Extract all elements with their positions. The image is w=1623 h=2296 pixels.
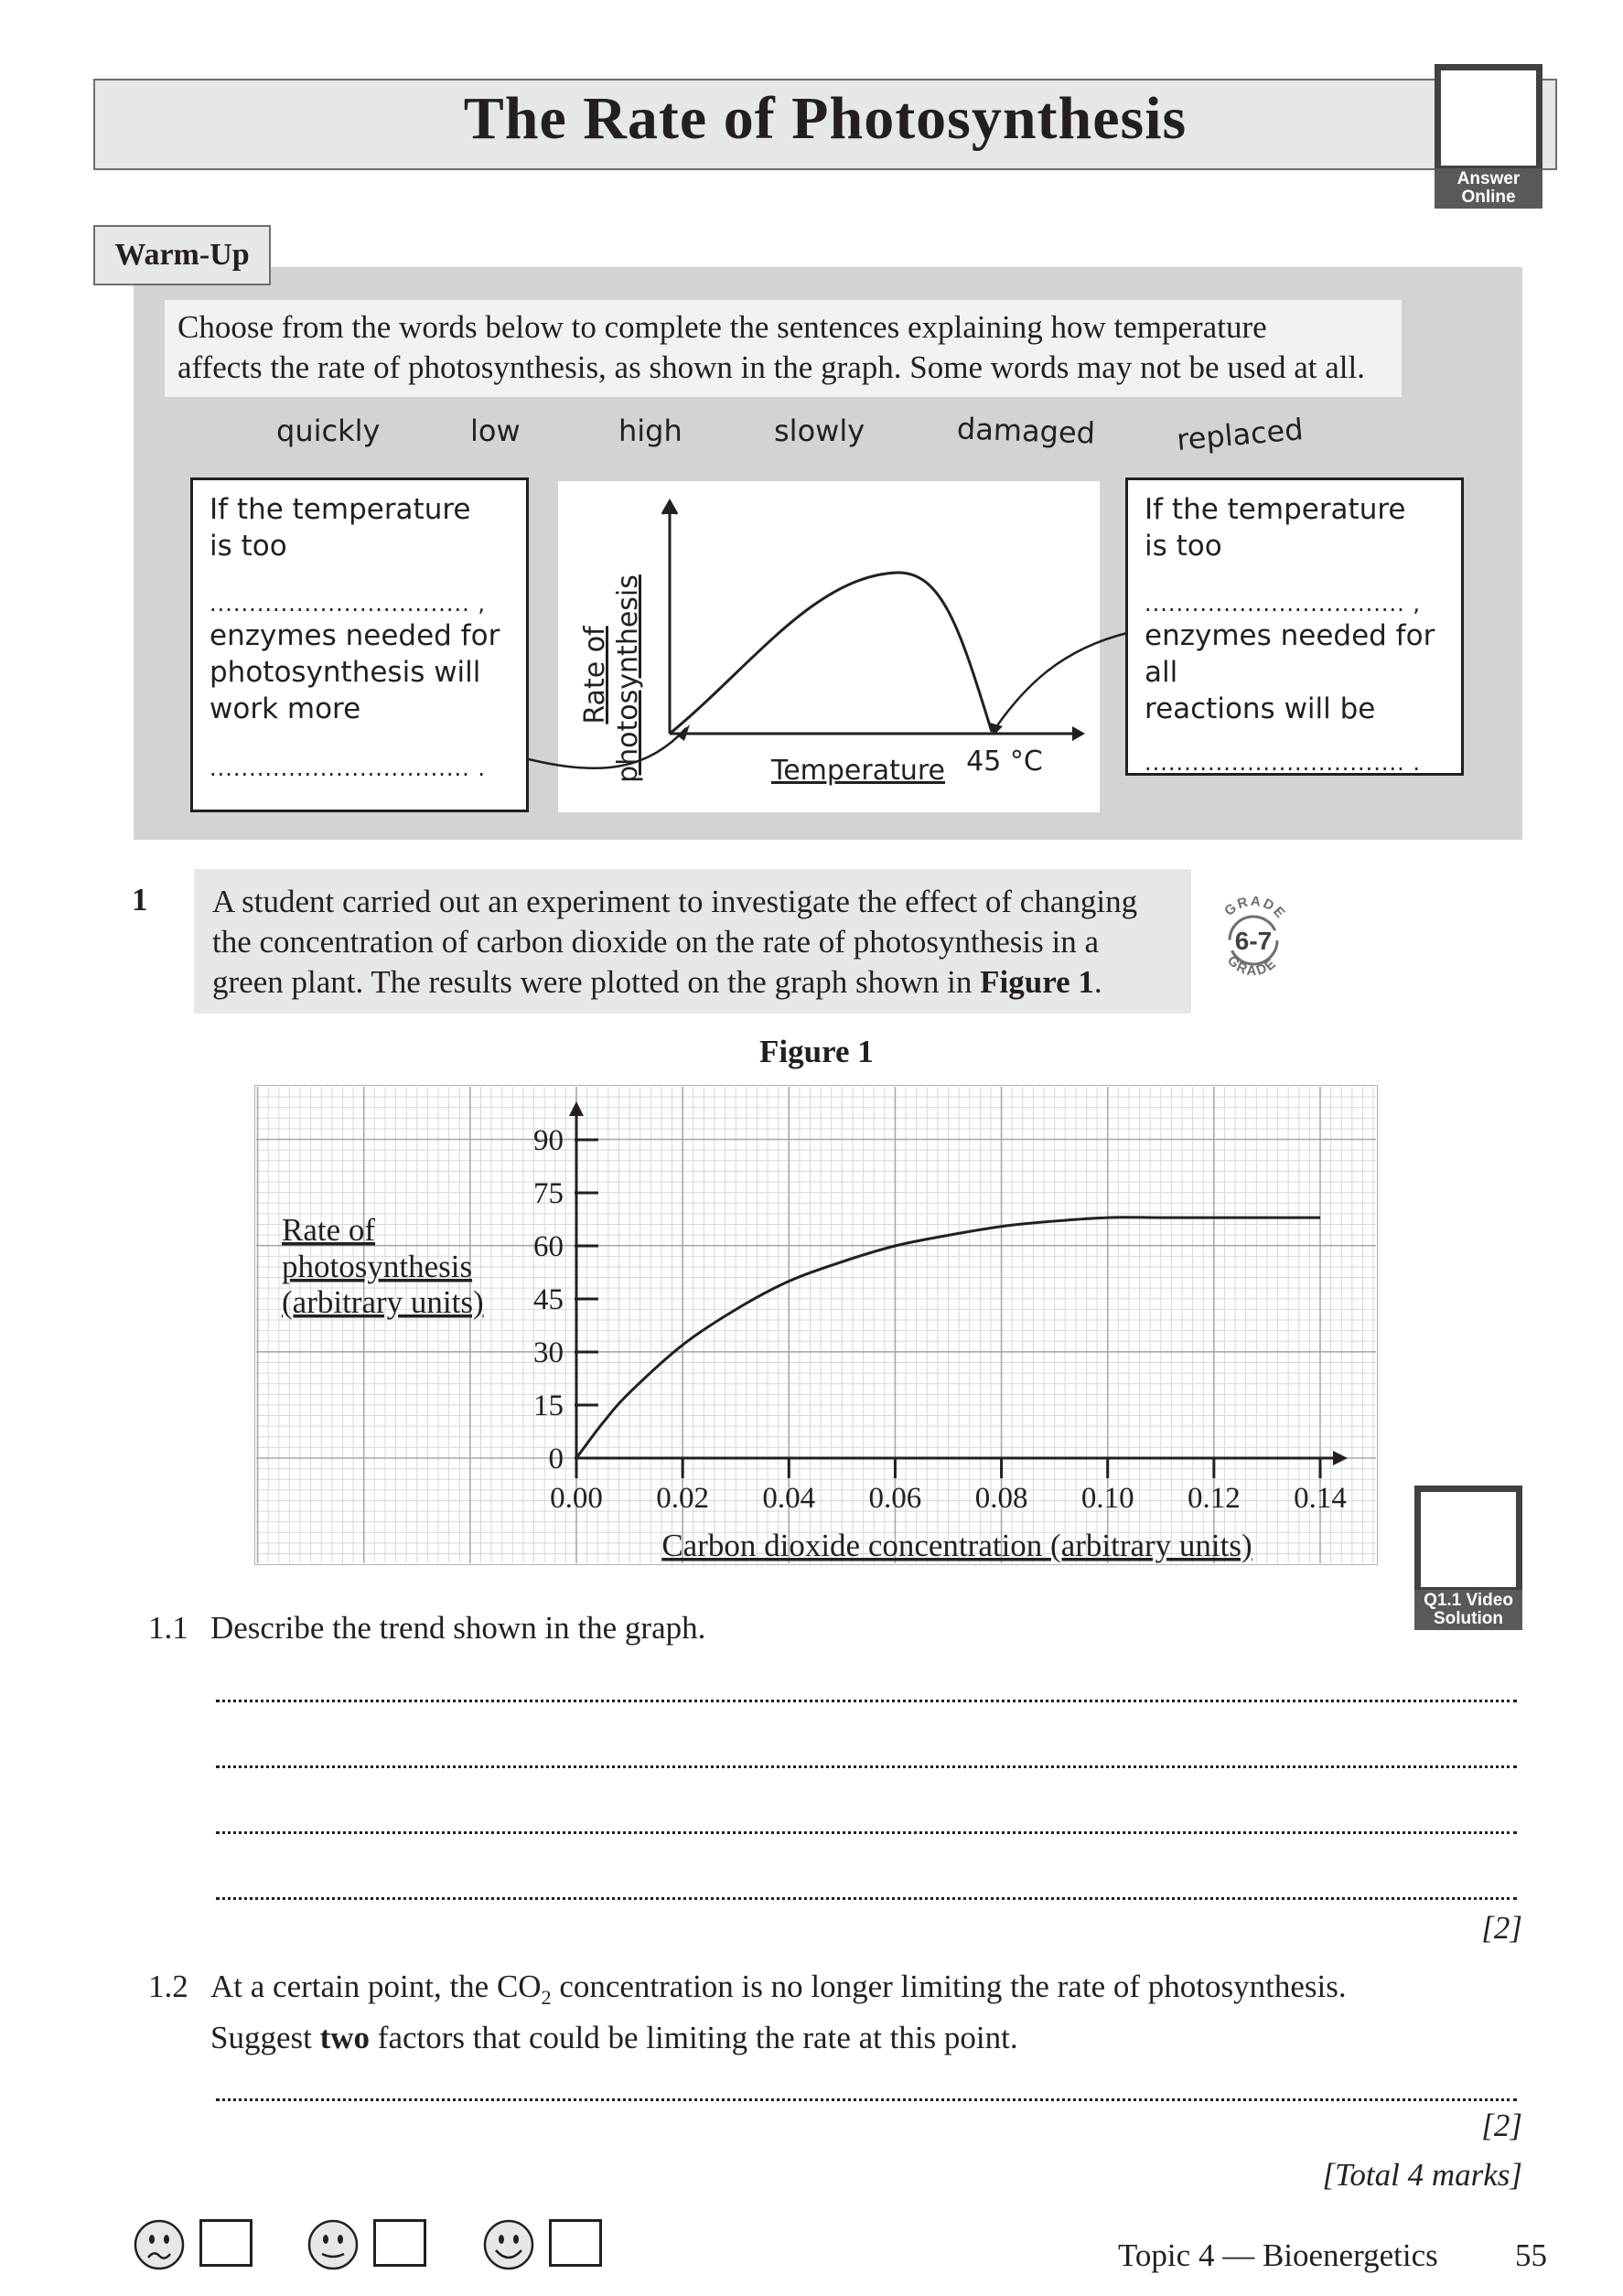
q1-2-line2c: factors that could be limiting the rate at this point.	[370, 2020, 1018, 2055]
left-card-blank2[interactable]: ................................. .	[210, 756, 487, 781]
q1-intro-line3c: .	[1093, 964, 1102, 1000]
video-solution-line2: Solution	[1434, 1609, 1503, 1628]
instruction-line-1: Choose from the words below to complete the sentences explaining how temperature	[177, 309, 1267, 345]
q1-1-answer-line-2[interactable]	[216, 1765, 1517, 1768]
q1-intro-line3	[212, 962, 1173, 1003]
q1-intro-line2: the concentration of carbon dioxide on the rate of photosynthesis in a	[212, 924, 1100, 960]
q1-2-text	[210, 1967, 1510, 2058]
y-tick-label: 60	[533, 1230, 564, 1263]
sketch-peak-label: 45 °C	[966, 746, 1043, 778]
word-option-replaced: replaced	[1175, 412, 1305, 457]
q1-2-line2	[210, 2018, 1510, 2058]
word-option-high: high	[618, 413, 683, 448]
grade-word-bottom: GRADE	[1223, 952, 1281, 980]
answer-online-line2: Online	[1461, 188, 1516, 207]
chart-xlabel: Carbon dioxide concentration (arbitrary units)	[661, 1528, 1252, 1563]
video-solution-qr[interactable]	[1414, 1486, 1522, 1593]
sketch-ylabel-line1: Rate of	[579, 626, 611, 724]
left-card-line1: If the temperature	[210, 493, 471, 526]
answer-online-line1: Answer	[1456, 169, 1521, 188]
happy-face-icon	[481, 2217, 536, 2272]
figure-title: Figure 1	[759, 1034, 874, 1069]
left-sentence-card	[190, 477, 529, 812]
left-card-line3: enzymes needed for	[210, 619, 500, 652]
total-marks: [Total 4 marks]	[1322, 2157, 1522, 2193]
word-option-quickly: quickly	[276, 413, 381, 448]
q1-2-subscript: 2	[541, 1986, 552, 2009]
q1-1-answer-line-3[interactable]	[216, 1831, 1517, 1834]
q1-2-line1	[210, 1967, 1510, 2018]
q1-intro-line1: A student carried out an experiment to investigate the effect of changing	[212, 884, 1138, 919]
sketch-ylabel-line2: photosynthesis	[612, 574, 644, 783]
chart-ylabel-line2: photosynthesis	[282, 1249, 473, 1284]
right-card-line3: enzymes needed for all	[1145, 619, 1435, 689]
y-tick-label: 15	[533, 1389, 564, 1422]
right-card-arrow	[995, 633, 1127, 728]
q1-2-line2-bold: two	[319, 2020, 371, 2055]
temperature-sketch	[512, 476, 1153, 860]
warmup-instructions	[165, 300, 1402, 397]
word-option-low: low	[470, 413, 521, 448]
q1-2-answer-line-1[interactable]	[216, 2098, 1517, 2101]
q1-2-text-a: At a certain point, the CO	[210, 1969, 542, 2004]
right-card-blank2[interactable]: ................................. .	[1145, 750, 1422, 776]
y-tick-label: 90	[533, 1124, 564, 1157]
confidence-box-high[interactable]	[549, 2219, 602, 2267]
q1-1-marks: [2]	[1481, 1910, 1522, 1946]
video-solution-line1: Q1.1 Video	[1424, 1591, 1513, 1610]
confidence-box-low[interactable]	[199, 2219, 253, 2267]
warmup-tab: Warm-Up	[93, 225, 271, 285]
page-title: The Rate of Photosynthesis	[463, 85, 1188, 152]
left-card-line4: photosynthesis will	[210, 656, 481, 689]
q1-2-marks: [2]	[1481, 2108, 1522, 2143]
word-option-damaged: damaged	[956, 411, 1096, 451]
right-card-line4: reactions will be	[1145, 692, 1376, 725]
x-tick-label: 0.14	[1294, 1482, 1347, 1515]
q1-1-answer-line-4[interactable]	[216, 1897, 1517, 1900]
y-tick-label: 75	[533, 1177, 564, 1210]
y-tick-label: 30	[533, 1336, 564, 1369]
confidence-box-medium[interactable]	[373, 2219, 426, 2267]
sketch-axes	[662, 501, 1085, 741]
question1-intro	[194, 869, 1191, 1014]
q1-intro-figure-ref: Figure 1	[980, 964, 1094, 1000]
sad-face-icon	[132, 2217, 187, 2272]
video-solution-label	[1414, 1590, 1522, 1630]
x-tick-label: 0.02	[656, 1482, 710, 1515]
x-tick-label: 0.00	[550, 1482, 603, 1515]
q1-2-line2a: Suggest	[210, 2020, 320, 2055]
grade-badge	[1209, 893, 1297, 981]
svg-text:GRADE	[1221, 894, 1289, 923]
page-number: 55	[1515, 2237, 1547, 2273]
instruction-line-2: affects the rate of photosynthesis, as shown in the graph. Some words may not be used at all.	[177, 349, 1365, 385]
left-card-line5: work more	[210, 692, 361, 725]
left-card-arrow	[529, 728, 686, 768]
x-tick-label: 0.04	[762, 1482, 816, 1515]
q1-2-number: 1.2	[148, 1969, 188, 2004]
x-tick-label: 0.06	[868, 1482, 922, 1515]
grade-word-top: GRADE	[1221, 893, 1289, 923]
q1-1-number: 1.1	[148, 1610, 188, 1646]
q1-1-text: Describe the trend shown in the graph.	[210, 1610, 706, 1646]
sketch-curve	[670, 573, 992, 734]
q1-1-answer-line-1[interactable]	[216, 1700, 1517, 1702]
chart-ylabel-line1: Rate of	[282, 1212, 376, 1248]
right-card-line2: is too	[1145, 530, 1222, 563]
q1-intro-line3a: green plant. The results were plotted on the graph shown in	[212, 964, 981, 1000]
question-number: 1	[132, 882, 148, 917]
left-card-line2: is too	[210, 530, 287, 563]
grade-value: 6-7	[1234, 927, 1273, 955]
x-tick-label: 0.10	[1080, 1482, 1134, 1515]
right-card-line1: If the temperature	[1145, 493, 1406, 526]
y-tick-label: 0	[548, 1443, 564, 1475]
y-tick-label: 45	[533, 1283, 564, 1316]
left-card-blank1[interactable]: ................................. ,	[210, 591, 487, 617]
answer-online-label	[1435, 168, 1542, 209]
figure1-chart	[254, 1085, 1378, 1565]
word-option-slowly: slowly	[774, 413, 865, 448]
chart-ylabel-line3: (arbitrary units)	[282, 1284, 484, 1320]
right-sentence-card	[1125, 477, 1464, 776]
footer-topic: Topic 4 — Bioenergetics	[1118, 2237, 1438, 2273]
q1-2-text-b: concentration is no longer limiting the rate of photosynthesis.	[551, 1969, 1347, 2004]
sketch-xlabel: Temperature	[770, 755, 946, 787]
right-card-blank1[interactable]: ................................. ,	[1145, 591, 1422, 617]
neutral-face-icon	[306, 2217, 360, 2272]
x-tick-label: 0.12	[1187, 1482, 1241, 1515]
answer-online-qr[interactable]	[1435, 64, 1542, 172]
x-tick-label: 0.08	[974, 1482, 1028, 1515]
